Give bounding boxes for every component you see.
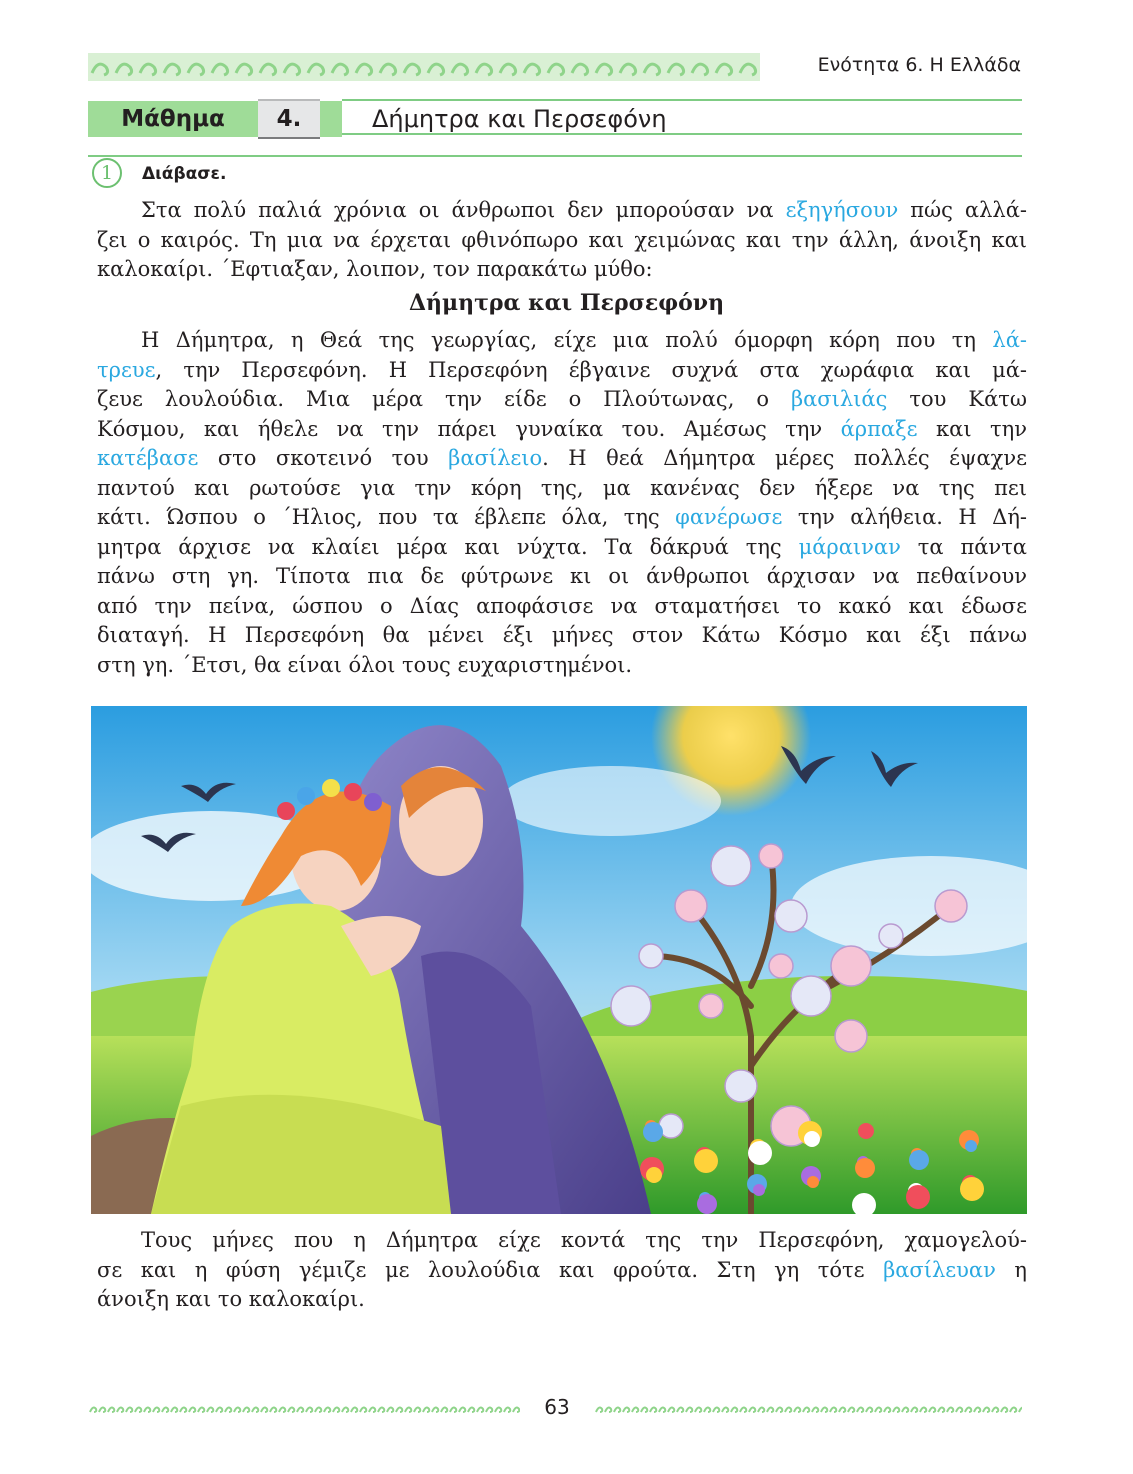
vocabulary-word: εξηγήσουν [785, 198, 899, 222]
text-line [97, 621, 1027, 651]
text-line [97, 562, 1027, 592]
text-line [97, 226, 1027, 256]
meadow-flower [646, 1167, 662, 1183]
text-line [97, 533, 1027, 563]
meadow-flower [960, 1177, 984, 1201]
text-run: . Η θεά Δήμητρα μέρες πολλές έψαχνε [542, 446, 1027, 470]
vocabulary-word: φανέρωσε [675, 505, 783, 529]
text-line [97, 385, 1027, 415]
text-run: στη γη. ΄Ετσι, θα είναι όλοι τους ευχαριστημένοι. [97, 652, 633, 677]
section-divider [88, 155, 1022, 157]
text-line [97, 503, 1027, 533]
text-run: Στα πολύ παλιά χρόνια οι άνθρωποι δεν μπορούσαν να [141, 198, 786, 222]
blossom [935, 890, 967, 922]
text-run: καλοκαίρι. ΄Εφτιαξαν, λοιπον, τον παρακάτω μύθο: [97, 257, 653, 281]
text-line [97, 592, 1027, 622]
header-bottom-rule [342, 133, 1022, 135]
text-line [97, 356, 1027, 386]
exercise-instruction: Διάβασε. [142, 164, 227, 184]
cloud [501, 766, 721, 836]
text-run: την αλήθεια. Η Δή- [782, 505, 1027, 529]
lesson-label: Μάθημα [88, 101, 258, 137]
blossom [699, 994, 723, 1018]
blossom [775, 900, 807, 932]
text-run: στο σκοτεινό του [198, 446, 449, 470]
text-line [97, 444, 1027, 474]
text-run: Η Δήμητρα, η Θεά της γεωργίας, είχε μια πολύ όμορφη κόρη που τη [141, 328, 993, 352]
meadow-flower [855, 1158, 875, 1178]
text-run: ζει ο καιρός. Τη μια να έρχεται φθινόπωρο και χειμώνας και την άλλη, άνοιξη και [97, 227, 1027, 252]
text-run: Τους μήνες που η Δήμητρα είχε κοντά της την Περσεφόνη, χαμογελού- [141, 1228, 1027, 1252]
blossom [769, 954, 793, 978]
text-run: τα πάντα [900, 534, 1027, 559]
text-run: πώς αλλά- [898, 198, 1027, 222]
vocabulary-word: βασιλιάς [790, 387, 888, 411]
text-run: άνοιξη και το καλοκαίρι. [97, 1287, 365, 1311]
text-run: ζευε λουλούδια. Μια μέρα την είδε ο Πλούτωνας, ο [97, 387, 791, 411]
story-title: Δήμητρα και Περσεφόνη [408, 290, 725, 316]
blossom [611, 986, 651, 1026]
demeter-persephone-illustration [91, 706, 1027, 1214]
text-run: του Κάτω [887, 387, 1027, 411]
meadow-flower [909, 1150, 929, 1170]
header-top-rule [342, 99, 1022, 101]
blossom [879, 924, 903, 948]
text-run: πάνω στη γη. Τίποτα πια δε φύτρωνε κι οι άνθρωποι άρχισαν να πεθαίνουν [97, 564, 1027, 588]
text-line [97, 1285, 1027, 1315]
text-run: και την [917, 416, 1027, 441]
meadow-flower [965, 1140, 977, 1152]
text-run: σε και η φύση γέμιζε με λουλούδια και φρούτα. Στη γη τότε [97, 1257, 884, 1282]
intro-paragraph [97, 196, 1027, 285]
text-run: παντού και ρωτούσε για την κόρη της, μα κανένας δεν ήξερε να της πει [97, 475, 1027, 500]
blossom [639, 944, 663, 968]
text-line [97, 474, 1027, 504]
meadow-flower [643, 1122, 663, 1142]
text-line [97, 1256, 1027, 1286]
top-wave-ornament [88, 53, 760, 81]
vocabulary-word: βασίλευαν [883, 1257, 996, 1282]
lesson-number: 4. [258, 99, 320, 139]
story-paragraph [97, 326, 1027, 680]
meadow-flower [858, 1123, 874, 1139]
text-line [97, 415, 1027, 445]
blossom [711, 846, 751, 886]
footer-wave-ornament-right [594, 1403, 1022, 1415]
vocabulary-word: κατέβασε [97, 446, 199, 470]
text-run: μητρα άρχισε να κλαίει μέρα και νύχτα. Τα δάκρυά της [97, 534, 799, 559]
meadow-flower [804, 1131, 820, 1147]
text-run: από την πείνα, ώσπου ο Δίας αποφάσισε να σταματήσει το κακό και έδωσε [97, 593, 1027, 618]
meadow-flower [906, 1185, 930, 1209]
vocabulary-word: μάραιναν [798, 534, 901, 559]
meadow-flower [807, 1176, 819, 1188]
text-line [97, 326, 1027, 356]
text-line [97, 196, 1027, 226]
text-run: η [995, 1257, 1027, 1282]
text-line [97, 651, 1027, 681]
text-line [97, 1226, 1027, 1256]
meadow-flower [694, 1149, 718, 1173]
blossom [835, 1020, 867, 1052]
lesson-title: Δήμητρα και Περσεφόνη [372, 105, 667, 133]
vocabulary-word: τρευε [97, 357, 156, 382]
text-run: , την Περσεφόνη. Η Περσεφόνη έβγαινε συχνά στα χωράφια και μά- [155, 357, 1027, 382]
exercise-number-badge: 1 [92, 158, 122, 188]
meadow-flower [753, 1184, 765, 1196]
meadow-flower [748, 1141, 772, 1165]
lesson-header-accent [320, 101, 342, 137]
blossom [725, 1070, 757, 1102]
text-line [97, 255, 1027, 285]
meadow-flower [697, 1194, 717, 1214]
blossom [791, 976, 831, 1016]
vocabulary-word: άρπαξε [840, 416, 918, 441]
text-run: Κόσμου, και ήθελε να την πάρει γυναίκα του. Αμέσως την [97, 416, 841, 441]
text-run: διαταγή. Η Περσεφόνη θα μένει έξι μήνες στον Κάτω Κόσμο και έξι πάνω [97, 623, 1027, 647]
footer-wave-ornament-left [88, 1403, 520, 1415]
blossom [675, 890, 707, 922]
vocabulary-word: βασίλειο [448, 446, 543, 470]
section-label: Ενότητα 6. Η Ελλάδα [817, 54, 1021, 76]
page-number: 63 [544, 1395, 570, 1419]
blossom [831, 946, 871, 986]
lesson-header [88, 99, 1022, 139]
vocabulary-word: λά- [992, 328, 1027, 352]
blossom [759, 844, 783, 868]
closing-paragraph [97, 1226, 1027, 1315]
text-run: κάτι. Ώσπου ο ΄Ηλιος, που τα έβλεπε όλα, της [97, 505, 676, 529]
